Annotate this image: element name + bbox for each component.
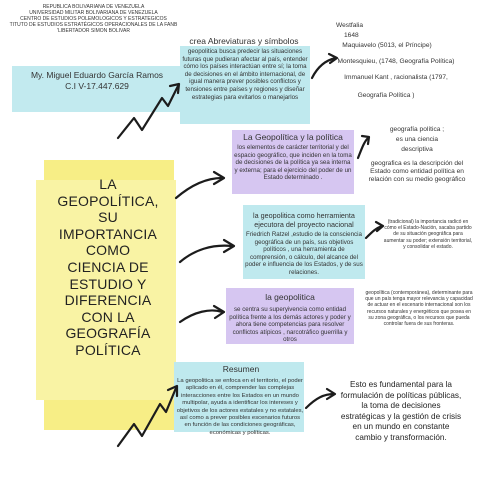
header-line: TITUTO DE ESTUDIOS ESTRATÉGICOS OPERACIONALES DE LA FANB bbox=[9, 22, 178, 28]
side-ciencia: es una ciencia bbox=[395, 136, 439, 143]
section3-title: la geopolitica como herramienta ejecutora del proyecto nacional bbox=[253, 211, 355, 229]
header-line: 'LIBERTADOR SIMON BOLIVAR bbox=[57, 28, 130, 34]
summary-text: La geopolitica se enfoca en el territorio, el poder aplicado en él, comprender las complejas interacciones entre los Estados en un mundo multipolar, ayuda a identificar los intereses y objetivos de los actores estatales y no estatales, así como a prever posibles escenarios futuros en función de las condiciones geográficas, económicas y políticas. bbox=[176, 378, 304, 436]
zigzag-arrow-icon bbox=[118, 388, 176, 446]
header-line: REPUBLICA BOLIVARIANA DE VENEZUELA bbox=[42, 4, 145, 10]
title-line: GEOGRAFÍA bbox=[65, 325, 151, 342]
title-line: CON LA bbox=[81, 308, 135, 325]
conclusion-text: Esto es fundamental para la formulación de políticas públicas, la toma de decisiones estratégicas y la gestión de crisis en un mundo en constante cambio y transformación. bbox=[340, 380, 462, 442]
header-line: UNIVERSIDAD MILITAR BOLIVARIANA DE VENEZUELA bbox=[29, 10, 158, 16]
side-1648: 1648 bbox=[344, 32, 359, 39]
section4-text: se centra su superyivencia como entidad política frente a los demás actores y poder y ahora tiene competencias para resolver conflictos atípicos , narcotráfico guerrilla y otros bbox=[229, 306, 351, 344]
title-line: ESTUDIO Y bbox=[69, 275, 147, 292]
title-line: LA bbox=[99, 176, 117, 192]
section2-text: los elementos de carácter territorial y del espacio geográfico, que inciden en la toma de decisiones de la política ya sea interna y externa; para el ejercicio del poder de un Estado determinado . bbox=[234, 144, 352, 182]
section1-title: crea Abreviaturas y símbolos bbox=[189, 36, 299, 46]
title-line: POLÍTICA bbox=[75, 341, 141, 358]
header-line: CENTRO DE ESTUDIOS POLEMOLOGICOS Y ESTRATEGICOS bbox=[20, 16, 167, 22]
curved-arrow-icon bbox=[358, 138, 368, 158]
side-descripcion: geografica es la descripción del Estado como entidad política en relación con su medio geográfico bbox=[368, 160, 466, 183]
section4-side: geopolítica (contemporánea), determinante para que un país tenga mayor relevancia y capacidad de actuar en el escenario internacional son los recursos naturales y energéticos que posea en su zona geográfica, o los recursos que pueda controlar fuera de sus fronteras. bbox=[365, 290, 473, 328]
section1-text: geopolitica busca predecir las situaciones futuras que pudieran afectar al país, entender cómo los países interactúan entre sí; la toma de decisiones en el ámbito internacional, de igual manera prever posibles conflictos y tensiones entre países y regiones y diseñar estrategias para evitarlos o manejarlos bbox=[182, 48, 308, 101]
side-geo-politica: geografía política ; bbox=[389, 126, 445, 133]
section2-title: La Geopolítica y la política bbox=[243, 132, 343, 142]
curved-arrow-icon bbox=[180, 246, 232, 262]
zigzag-arrow-icon bbox=[118, 86, 178, 138]
side-maquiavelo: Maquiavelo (5013, el Príncipe) bbox=[342, 42, 432, 49]
title-line: IMPORTANCIA bbox=[58, 225, 158, 242]
summary-title: Resumen bbox=[222, 364, 260, 374]
author-id: C.I V-17.447.629 bbox=[65, 81, 129, 91]
title-line: DIFERENCIA bbox=[64, 292, 152, 309]
title-line: GEOPOLÍTICA, bbox=[57, 192, 159, 209]
title-line: CIENCIA DE bbox=[67, 258, 149, 275]
side-montesquieu: Montesquieu, (1748, Geografía Política) bbox=[337, 58, 455, 65]
side-kant-work: Geografía Política ) bbox=[357, 92, 415, 99]
side-descriptiva: descriptiva bbox=[401, 146, 433, 153]
section3-side: (tradicional) la importancia radicó en cómo el Estado-Nación, sacaba partido de su situación geográfica para aumentar su poder; extensión territorial, y consolidar el estado. bbox=[383, 219, 473, 250]
title-line: COMO bbox=[85, 242, 131, 259]
section3-text: Friedrich Ratzel ,estudio de la consciencia geográfica de un país, sus objetivos políticos , una herramienta de comprensión, o cálculo, del alcance del poder e influencia de los Estados, y de sus relaciones. bbox=[245, 231, 363, 276]
title-line: SU bbox=[98, 209, 118, 226]
curved-arrow-icon bbox=[176, 178, 222, 198]
side-westfalia: Westfalia bbox=[336, 22, 363, 29]
section4-title: la geopolitica bbox=[265, 292, 315, 302]
author-name: My. Miguel Eduardo García Ramos bbox=[30, 70, 164, 80]
side-kant: Immanuel Kant , racionalista (1797, bbox=[344, 74, 448, 81]
